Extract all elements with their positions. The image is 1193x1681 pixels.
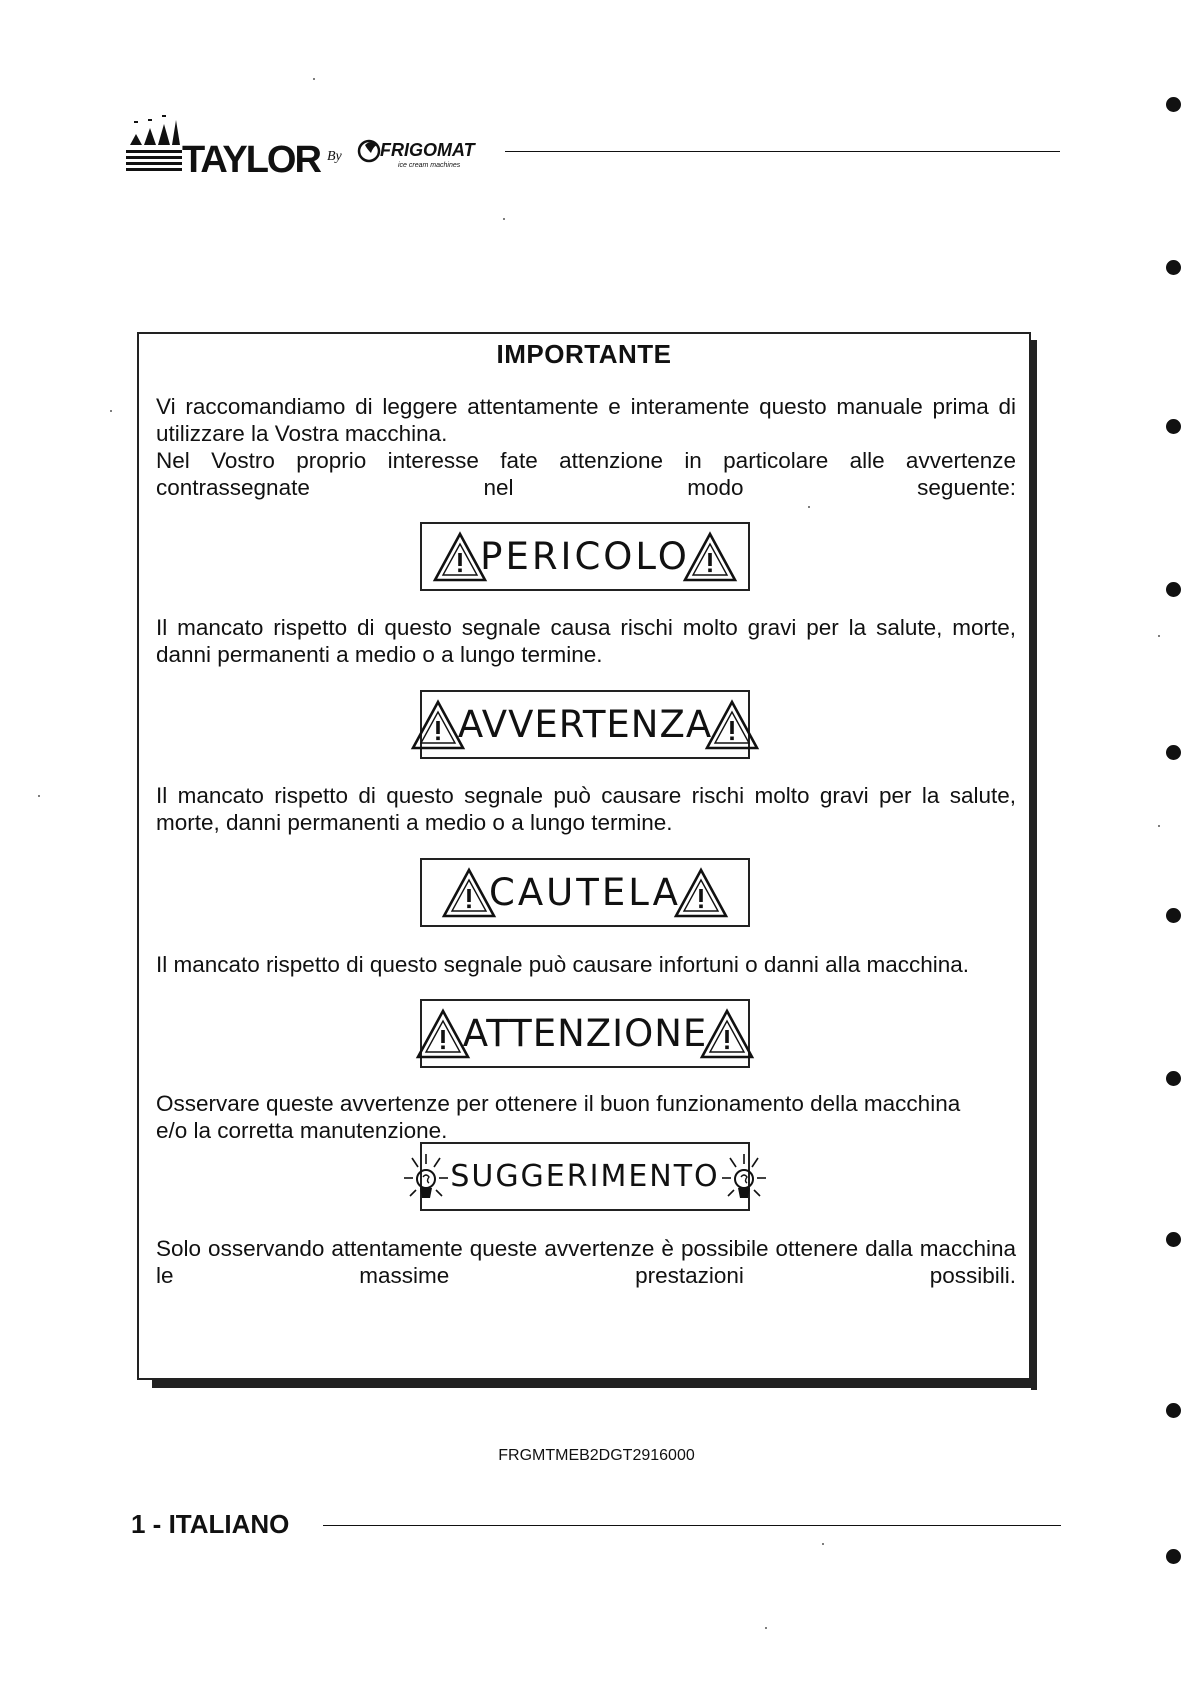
scan-speck: [313, 78, 315, 80]
binder-hole-icon: [1166, 1071, 1181, 1086]
binder-hole-icon: [1166, 97, 1181, 112]
intro-paragraph-2: Nel Vostro proprio interesse fate attenzione in particolare alle avvertenze contrassegnate nel modo seguente:: [156, 448, 1016, 500]
attenzione-label: [420, 999, 750, 1068]
scan-speck: [503, 218, 505, 220]
suggerimento-description: [156, 1235, 1016, 1289]
binder-hole-icon: [1166, 1549, 1181, 1564]
notice-intro: [156, 393, 1016, 501]
cautela-label: [420, 858, 750, 927]
avvertenza-label-text: AVVERTENZA: [457, 703, 713, 746]
brand-name: TAYLOR: [182, 139, 320, 181]
notice-title: IMPORTANTE: [496, 339, 672, 369]
scan-speck: [38, 795, 40, 797]
light-bulb-icon: [402, 1148, 450, 1206]
avvertenza-label: [420, 690, 750, 759]
brand-logo: [124, 110, 504, 190]
scan-speck: [1158, 635, 1160, 637]
binder-hole-icon: [1166, 260, 1181, 275]
box-shadow: [1031, 340, 1037, 1390]
box-shadow: [152, 1380, 1037, 1388]
binder-hole-icon: [1166, 419, 1181, 434]
cautela-label-text: CAUTELA: [489, 871, 681, 914]
binder-hole-icon: [1166, 582, 1181, 597]
pericolo-label-text: PERICOLO: [480, 535, 690, 578]
binder-hole-icon: [1166, 908, 1181, 923]
suggerimento-label-text: SUGGERIMENTO: [450, 1159, 720, 1194]
attenzione-description: Osservare queste avvertenze per ottenere il buon funzionamento della macchina e/o la corretta manutenzione.: [156, 1091, 961, 1143]
scan-speck: [1158, 825, 1160, 827]
scan-speck: [765, 1627, 767, 1629]
partner-tagline: ice cream machines: [398, 162, 461, 169]
partner-name: FRIGOMAT: [380, 140, 475, 160]
binder-hole-icon: [1166, 1403, 1181, 1418]
warning-triangle-icon: [682, 531, 738, 583]
footer-rule: [323, 1525, 1061, 1526]
page-label: 1 - ITALIANO: [131, 1509, 290, 1539]
suggerimento-label: [420, 1142, 750, 1211]
warning-triangle-icon: [704, 699, 760, 751]
suggerimento-text: Solo osservando attentamente queste avvertenze è possibile ottenere dalla macchina le massime prestazioni possibili.: [156, 1236, 1016, 1288]
pericolo-description: Il mancato rispetto di questo segnale causa rischi molto gravi per la salute, morte, danni permanenti a medio o a lungo termine.: [156, 615, 1016, 667]
taylor-crown-icon: [126, 115, 182, 171]
avvertenza-description: Il mancato rispetto di questo segnale può causare rischi molto gravi per la salute, morte, danni permanenti a medio o a lungo termine.: [156, 783, 1016, 835]
attenzione-label-text: ATTENZIONE: [462, 1012, 708, 1055]
scan-speck: [110, 410, 112, 412]
header-rule: [505, 151, 1060, 152]
cautela-description: Il mancato rispetto di questo segnale può causare infortuni o danni alla macchina.: [156, 952, 969, 977]
pericolo-label: [420, 522, 750, 591]
intro-paragraph-1: Vi raccomandiamo di leggere attentamente e interamente questo manuale prima di utilizzare la Vostra macchina.: [156, 394, 1016, 446]
scan-speck: [822, 1543, 824, 1545]
warning-triangle-icon: [673, 867, 729, 919]
frigomat-logo-icon: [359, 141, 379, 161]
light-bulb-icon: [720, 1148, 768, 1206]
binder-hole-icon: [1166, 745, 1181, 760]
brand-by: By: [327, 149, 342, 164]
binder-hole-icon: [1166, 1232, 1181, 1247]
document-code: FRGMTMEB2DGT2916000: [498, 1447, 695, 1464]
warning-triangle-icon: [699, 1008, 755, 1060]
